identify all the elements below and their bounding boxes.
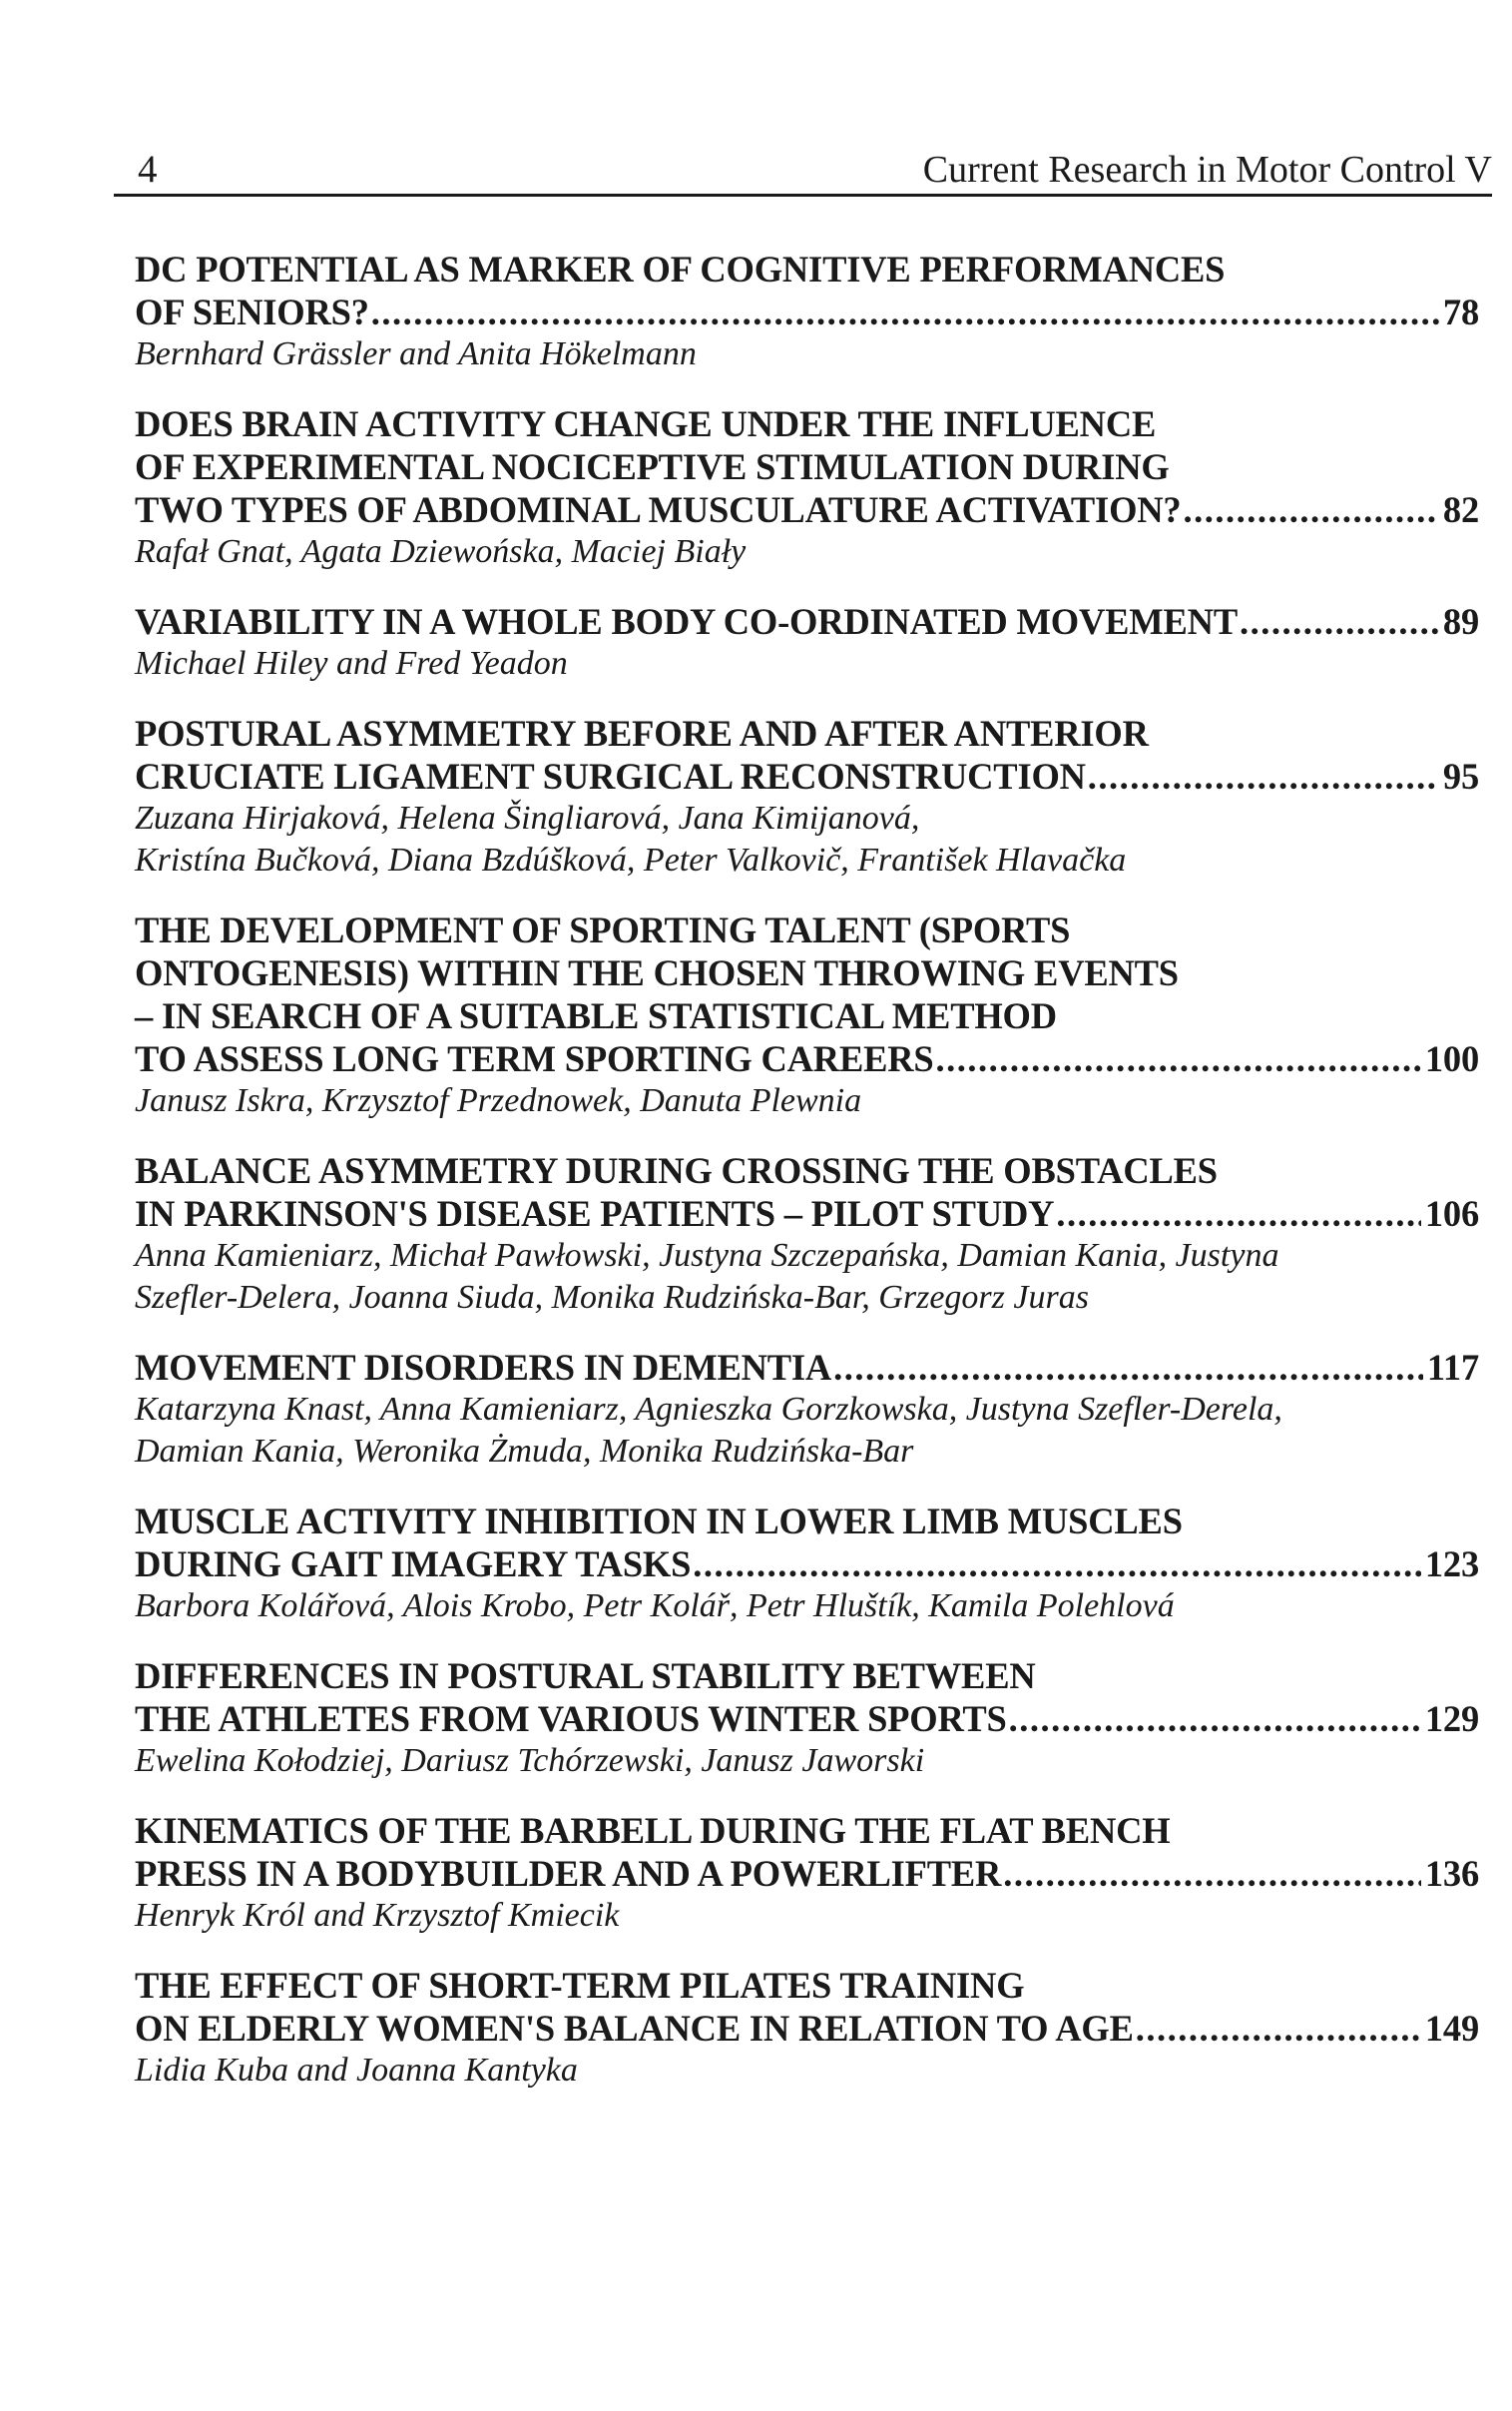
toc-entry-authors: Lidia Kuba and Joanna Kantyka (135, 2052, 578, 2089)
table-of-contents (135, 248, 1479, 2118)
toc-entry-authors: Barbora Kolářová, Alois Krobo, Petr Kolář, Petr Hluštík, Kamila Polehlová (135, 1587, 1175, 1624)
toc-entry-title-line: KINEMATICS OF THE BARBELL DURING THE FLAT BENCH (135, 1810, 1171, 1851)
page-number: 4 (138, 148, 158, 191)
dot-leader (1088, 755, 1439, 798)
toc-entry-title-line: BALANCE ASYMMETRY DURING CROSSING THE OBSTACLES (135, 1150, 1218, 1191)
toc-entry-title-line: OF EXPERIMENTAL NOCICEPTIVE STIMULATION DURING (135, 446, 1170, 487)
toc-entry-page-number: 136 (1424, 1853, 1479, 1894)
dot-leader (1183, 488, 1438, 531)
page-header (114, 150, 1492, 197)
toc-entry-page-number: 149 (1424, 2008, 1479, 2049)
toc-entry-authors: Michael Hiley and Fred Yeadon (135, 645, 568, 682)
toc-entry (135, 600, 1479, 685)
toc-entry-page-number: 123 (1424, 1543, 1479, 1584)
toc-entry-title-text: DURING GAIT IMAGERY TASKS (135, 1543, 692, 1584)
toc-entry-title-line: MUSCLE ACTIVITY INHIBITION IN LOWER LIMB MUSCLES (135, 1501, 1183, 1541)
toc-entry (135, 1964, 1479, 2092)
dot-leader (371, 291, 1439, 333)
toc-entry-authors: Rafał Gnat, Agata Dziewońska, Maciej Biały (135, 533, 747, 570)
toc-entry-authors: Janusz Iskra, Krzysztof Przednowek, Danuta Plewnia (135, 1082, 862, 1119)
toc-entry (135, 712, 1479, 882)
toc-entry-title-text: OF SENIORS? (135, 292, 369, 332)
toc-entry-page-number: 106 (1424, 1193, 1479, 1234)
toc-entry-title-text: ON ELDERLY WOMEN'S BALANCE IN RELATION TO AGE (135, 2008, 1134, 2049)
toc-entry-title-line: DIFFERENCES IN POSTURAL STABILITY BETWEEN (135, 1655, 1036, 1696)
toc-entry-title-line: THE EFFECT OF SHORT-TERM PILATES TRAINING (135, 1965, 1025, 2006)
toc-entry-page-number: 82 (1442, 489, 1479, 530)
toc-entry-title-final-line (135, 2007, 1479, 2050)
dot-leader (693, 1542, 1421, 1585)
running-title: Current Research in Motor Control V (922, 149, 1492, 191)
toc-entry-authors: Damian Kania, Weronika Żmuda, Monika Rudzińska-Bar (135, 1433, 914, 1470)
toc-entry-title-text: PRESS IN A BODYBUILDER AND A POWERLIFTER (135, 1853, 1002, 1894)
toc-entry-authors: Katarzyna Knast, Anna Kamieniarz, Agnieszka Gorzkowska, Justyna Szefler-Derela, (135, 1391, 1282, 1428)
toc-entry-title-final-line (135, 1346, 1479, 1389)
toc-entry-title-final-line (135, 291, 1479, 333)
dot-leader (1056, 1192, 1421, 1235)
toc-entry (135, 1500, 1479, 1627)
toc-entry-title-text: THE ATHLETES FROM VARIOUS WINTER SPORTS (135, 1698, 1007, 1739)
toc-entry (135, 402, 1479, 573)
toc-entry-authors: Bernhard Grässler and Anita Hökelmann (135, 335, 697, 372)
toc-entry-title-line: DC POTENTIAL AS MARKER OF COGNITIVE PERFORMANCES (135, 249, 1226, 290)
toc-entry-title-text: TWO TYPES OF ABDOMINAL MUSCULATURE ACTIVATION? (135, 489, 1182, 530)
toc-entry-title-final-line (135, 1037, 1479, 1080)
toc-entry-authors: Szefler-Delera, Joanna Siuda, Monika Rudzińska-Bar, Grzegorz Juras (135, 1279, 1089, 1316)
toc-entry-page-number: 89 (1442, 601, 1479, 642)
dot-leader (1136, 2007, 1421, 2050)
toc-entry (135, 908, 1479, 1122)
toc-entry-page-number: 129 (1424, 1698, 1479, 1739)
toc-entry-page-number: 95 (1442, 756, 1479, 797)
toc-entry (135, 1809, 1479, 1937)
toc-entry (135, 248, 1479, 375)
dot-leader (1003, 1852, 1421, 1895)
toc-entry-authors: Henryk Król and Krzysztof Kmiecik (135, 1897, 620, 1934)
dot-leader (1240, 600, 1439, 643)
toc-entry-title-final-line (135, 1542, 1479, 1585)
toc-entry-title-final-line (135, 600, 1479, 643)
toc-entry-authors: Anna Kamieniarz, Michał Pawłowski, Justyna Szczepańska, Damian Kania, Justyna (135, 1237, 1279, 1274)
toc-entry-title-text: TO ASSESS LONG TERM SPORTING CAREERS (135, 1038, 934, 1079)
toc-entry-page-number: 78 (1442, 292, 1479, 332)
toc-entry-page-number: 100 (1424, 1038, 1479, 1079)
toc-entry (135, 1149, 1479, 1319)
toc-entry-authors: Kristína Bučková, Diana Bzdúšková, Peter Valkovič, František Hlavačka (135, 842, 1127, 879)
toc-entry-title-text: MOVEMENT DISORDERS IN DEMENTIA (135, 1347, 832, 1388)
toc-entry (135, 1654, 1479, 1782)
toc-entry-title-final-line (135, 488, 1479, 531)
toc-entry-title-line: POSTURAL ASYMMETRY BEFORE AND AFTER ANTERIOR (135, 713, 1149, 754)
toc-entry-title-text: CRUCIATE LIGAMENT SURGICAL RECONSTRUCTION (135, 756, 1086, 797)
toc-entry-title-text: IN PARKINSON'S DISEASE PATIENTS – PILOT STUDY (135, 1193, 1055, 1234)
toc-entry-authors: Ewelina Kołodziej, Dariusz Tchórzewski, Janusz Jaworski (135, 1742, 925, 1779)
toc-entry-title-final-line (135, 1697, 1479, 1740)
toc-entry-title-final-line (135, 1852, 1479, 1895)
toc-entry-title-text: VARIABILITY IN A WHOLE BODY CO-ORDINATED MOVEMENT (135, 601, 1238, 642)
toc-entry-title-line: THE DEVELOPMENT OF SPORTING TALENT (SPORTS (135, 909, 1071, 950)
toc-entry-authors: Zuzana Hirjaková, Helena Šingliarová, Jana Kimijanová, (135, 800, 920, 837)
toc-entry-title-line: DOES BRAIN ACTIVITY CHANGE UNDER THE INFLUENCE (135, 403, 1157, 444)
toc-entry (135, 1346, 1479, 1473)
toc-entry-page-number: 117 (1426, 1347, 1479, 1388)
toc-entry-title-line: ONTOGENESIS) WITHIN THE CHOSEN THROWING EVENTS (135, 952, 1179, 993)
dot-leader (833, 1346, 1423, 1389)
dot-leader (936, 1037, 1421, 1080)
toc-entry-title-final-line (135, 755, 1479, 798)
toc-entry-title-final-line (135, 1192, 1479, 1235)
toc-entry-title-line: – IN SEARCH OF A SUITABLE STATISTICAL METHOD (135, 995, 1057, 1036)
dot-leader (1009, 1697, 1421, 1740)
